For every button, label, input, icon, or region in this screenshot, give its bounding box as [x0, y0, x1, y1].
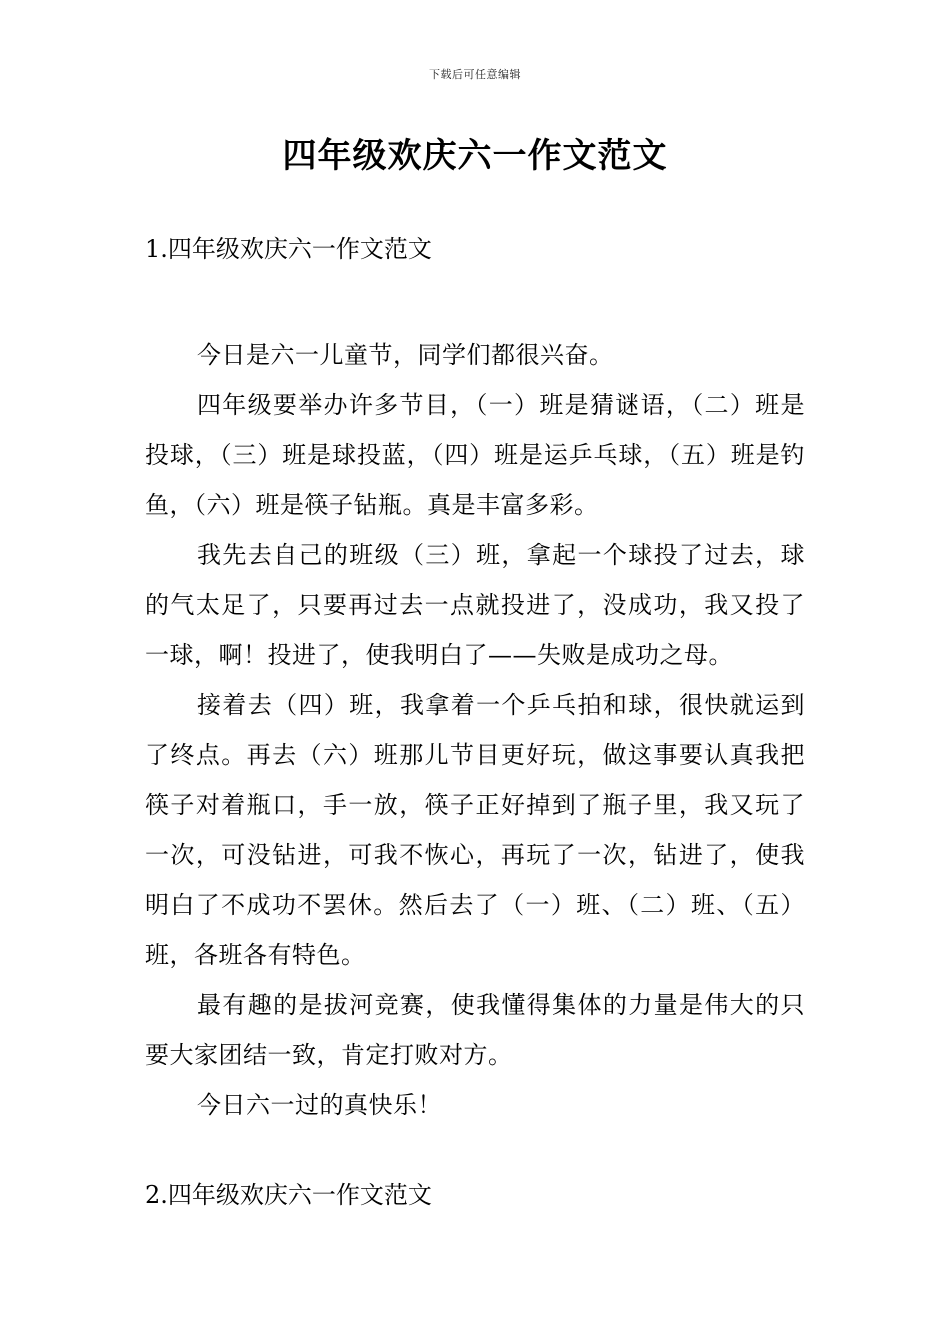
document-title: 四年级欢庆六一作文范文: [282, 136, 668, 176]
header-note: 下载后可任意编辑: [429, 68, 521, 81]
section-heading-2: 2.四年级欢庆六一作文范文: [145, 1181, 432, 1209]
paragraph: 我先去自己的班级（三）班，拿起一个球投了过去，球的气太足了，只要再过去一点就投进了，没成功，我又投了一球，啊！投进了，使我明白了——失败是成功之母。: [145, 541, 805, 669]
section-heading-1: 1.四年级欢庆六一作文范文: [145, 235, 432, 263]
section-1-body: [145, 330, 805, 1130]
paragraph: 四年级要举办许多节目，（一）班是猜谜语，（二）班是投球，（三）班是球投蓝，（四）班是运乒乓球，（五）班是钓鱼，（六）班是筷子钻瓶。真是丰富多彩。: [145, 391, 805, 519]
paragraph: 最有趣的是拔河竞赛，使我懂得集体的力量是伟大的只要大家团结一致，肯定打败对方。: [145, 991, 805, 1069]
paragraph: 今日六一过的真快乐！: [197, 1091, 442, 1119]
paragraph: 接着去（四）班，我拿着一个乒乓拍和球，很快就运到了终点。再去（六）班那儿节目更好玩，做这事要认真我把筷子对着瓶口，手一放，筷子正好掉到了瓶子里，我又玩了一次，可没钻进，可我不恢心，再玩了一次，钻进了，使我明白了不成功不罢休。然后去了（一）班、（二）班、（五）班，各班各有特色。: [145, 691, 805, 969]
paragraph: 今日是六一儿童节，同学们都很兴奋。: [197, 341, 614, 369]
